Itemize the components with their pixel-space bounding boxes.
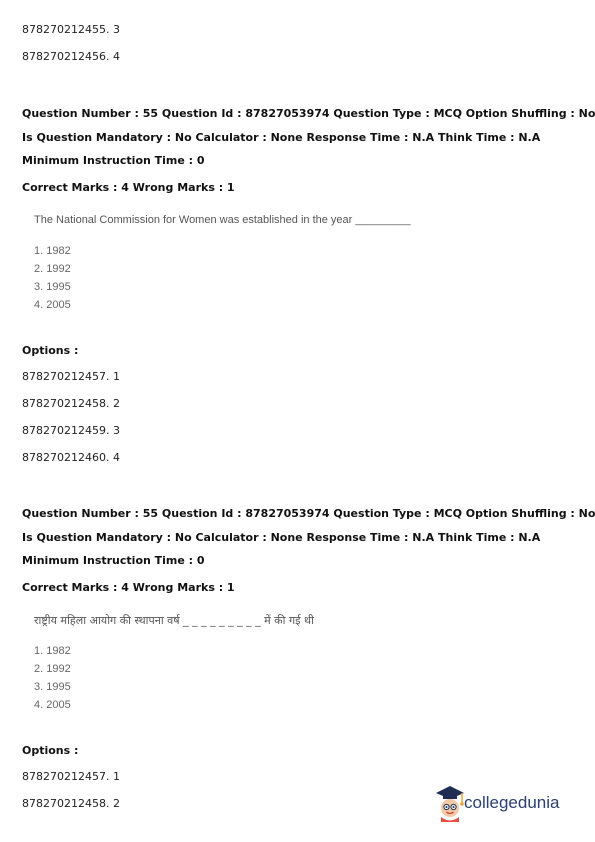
option-id-line: 878270212457. 1 [22, 770, 120, 783]
choice-item: 2. 1992 [34, 263, 71, 275]
logo-wordmark: collegedunia [464, 793, 560, 812]
choice-item: 1. 1982 [34, 645, 71, 657]
question-meta-line: Minimum Instruction Time : 0 [22, 154, 205, 167]
collegedunia-logo[interactable] [434, 784, 574, 822]
question-meta-line: Question Number : 55 Question Id : 87827053974 Question Type : MCQ Option Shuffling : No [22, 107, 595, 120]
options-heading: Options : [22, 744, 79, 757]
choice-item: 1. 1982 [34, 245, 71, 257]
question-text: The National Commission for Women was established in the year _________ [34, 214, 411, 226]
options-heading: Options : [22, 344, 79, 357]
choice-item: 3. 1995 [34, 681, 71, 693]
option-id-line: 878270212459. 3 [22, 424, 120, 437]
question-meta-line: Is Question Mandatory : No Calculator : None Response Time : N.A Think Time : N.A [22, 131, 541, 144]
option-id-line: 878270212456. 4 [22, 50, 120, 63]
option-id-line: 878270212455. 3 [22, 23, 120, 36]
choice-item: 4. 2005 [34, 299, 71, 311]
option-id-line: 878270212458. 2 [22, 397, 120, 410]
choice-item: 4. 2005 [34, 699, 71, 711]
option-id-line: 878270212457. 1 [22, 370, 120, 383]
question-meta-line: Is Question Mandatory : No Calculator : None Response Time : N.A Think Time : N.A [22, 531, 541, 544]
option-id-line: 878270212460. 4 [22, 451, 120, 464]
choice-item: 3. 1995 [34, 281, 71, 293]
marks-line: Correct Marks : 4 Wrong Marks : 1 [22, 581, 235, 594]
choice-item: 2. 1992 [34, 663, 71, 675]
graduate-mascot-icon [434, 784, 466, 822]
option-id-line: 878270212458. 2 [22, 797, 120, 810]
question-text-hindi: राष्ट्रीय महिला आयोग की स्थापना वर्ष _ _ _ _ _ _ _ _ _ में की गई थी [34, 614, 314, 627]
marks-line: Correct Marks : 4 Wrong Marks : 1 [22, 181, 235, 194]
question-meta-line: Question Number : 55 Question Id : 87827053974 Question Type : MCQ Option Shuffling : No [22, 507, 595, 520]
question-meta-line: Minimum Instruction Time : 0 [22, 554, 205, 567]
